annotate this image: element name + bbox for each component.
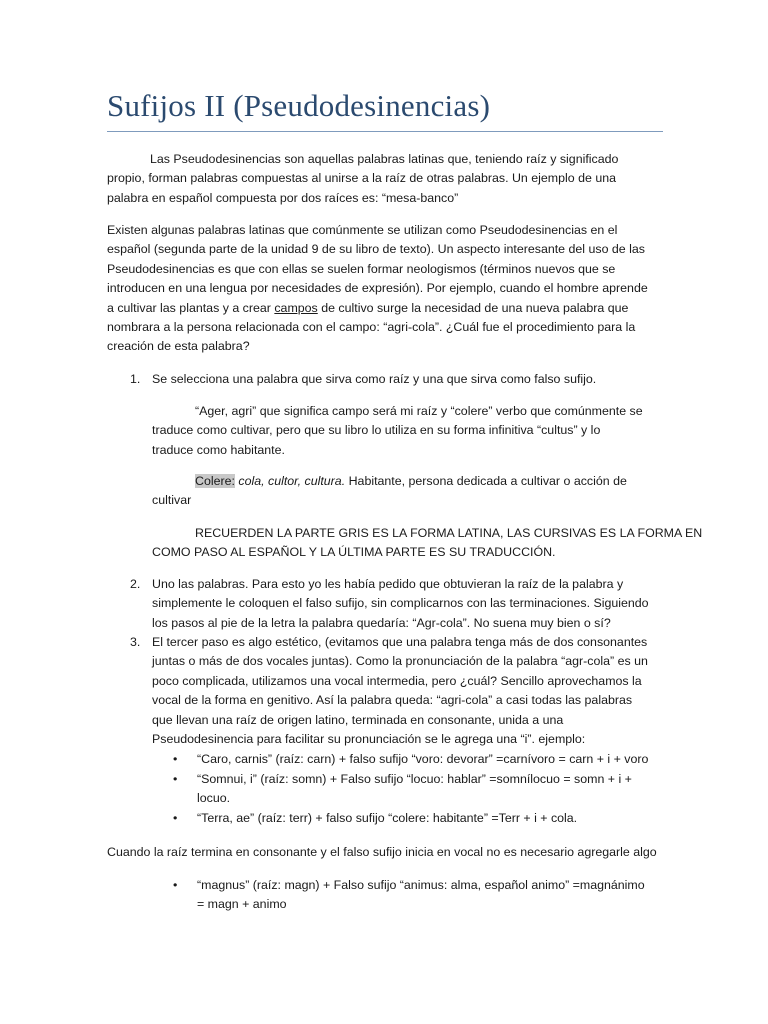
paragraph-line: Existen algunas palabras latinas que comúnmente se utilizan como Pseudodesinencias en el — [107, 223, 618, 237]
paragraph-line: creación de esta palabra? — [107, 339, 250, 354]
paragraph-line: nombrara a la persona relacionada con el campo: “agri-cola”. ¿Cuál fue el procedimiento para la — [107, 320, 636, 335]
step-line: El tercer paso es algo estético, (evitamos que una palabra tenga más de dos consonantes — [152, 635, 648, 649]
title-underline-rule — [107, 131, 663, 132]
uppercase-note — [152, 524, 703, 563]
neologism-paragraph — [107, 221, 663, 357]
example-line: “Caro, carnis” (raíz: carn) + falso sufijo “voro: devorar” =carnívoro = carn + i + voro — [197, 752, 649, 766]
note-line: COMO PASO AL ESPAÑOL Y LA ÚLTIMA PARTE ES SU TRADUCCIÓN. — [152, 545, 556, 560]
step-1-text — [152, 370, 662, 389]
text-fragment: de cultivo surge la necesidad de una nueva palabra que — [317, 300, 629, 315]
explanation-line: “Ager, agri” que significa campo será mi raíz y “colere” verbo que comúnmente se — [195, 404, 643, 418]
explanation-line: traduce como cultivar, pero que su libro lo utiliza en su forma infinitiva “cultus” y lo — [152, 423, 601, 438]
step-line: que llevan una raíz de origen latino, terminada en consonante, unida a una — [152, 712, 564, 727]
bullet-icon: • — [173, 752, 178, 766]
step-1-explanation — [152, 402, 662, 460]
example-item — [197, 750, 663, 769]
step-number: 1. — [130, 372, 141, 386]
intro-paragraph — [107, 150, 663, 208]
step-number: 3. — [130, 635, 141, 649]
example-item — [197, 876, 663, 915]
colere-definition — [152, 472, 662, 511]
note-line: Cuando la raíz termina en consonante y el falso sufijo inicia en vocal no es necesario agregarle algo — [107, 845, 657, 859]
step-line: Se selecciona una palabra que sirva como raíz y una que sirva como falso sufijo. — [152, 372, 597, 386]
definition-line — [152, 472, 662, 491]
paragraph-line: introducen en una lengua por necesidades de expresión). Por ejemplo, cuando el hombre aprende — [107, 281, 648, 296]
bullet-icon: • — [173, 772, 178, 786]
paragraph-line: Pseudodesinencias es que con ellas se suelen formar neologismos (términos nuevos que se — [107, 261, 616, 276]
step-line: vocal de la forma en genitivo. Así la palabra queda: “agri-cola” a casi todas las palabras — [152, 693, 633, 708]
step-line: simplemente le coloquen el falso sufijo, sin complicarnos con las terminaciones. Siguiendo — [152, 596, 649, 611]
page-title: Sufijos II (Pseudodesinencias) — [107, 88, 491, 123]
step-line: Pseudodesinencia para facilitar su pronunciación se le agrega una “i”. ejemplo: — [152, 732, 586, 747]
intro-line: palabra en español compuesta por dos raíces es: “mesa-banco” — [107, 190, 459, 205]
paragraph-line — [107, 299, 663, 318]
paragraph-line: español (segunda parte de la unidad 9 de su libro de texto). Un aspecto interesante del uso de las — [107, 242, 645, 257]
note-line: RECUERDEN LA PARTE GRIS ES LA FORMA LATINA, LAS CURSIVAS ES LA FORMA EN — [195, 526, 703, 540]
example-line: “magnus” (raíz: magn) + Falso sufijo “animus: alma, español animo” =magnánimo — [197, 878, 645, 892]
step-2-text — [152, 575, 662, 633]
underlined-word-campos: campos — [274, 300, 318, 315]
example-item — [197, 809, 663, 828]
step-number: 2. — [130, 577, 141, 591]
latin-form-highlight: Colere: — [195, 474, 235, 488]
explanation-line: traduce como habitante. — [152, 442, 285, 457]
step-3-text — [152, 633, 662, 749]
step-line: juntas o más de dos vocales juntas). Como la pronunciación de la palabra “agr-cola” es un — [152, 654, 648, 669]
step-line: poco complicada, utilizamos una vocal intermedia, pero ¿cuál? Sencillo aprovechamos la — [152, 673, 642, 688]
consonant-note — [107, 843, 663, 862]
definition-line: cultivar — [152, 493, 192, 508]
example-line: “Somnui, i” (raíz: somn) + Falso sufijo “locuo: hablar” =somnílocuo = somn + i + — [197, 772, 632, 786]
spanish-forms-italic: cola, cultor, cultura. — [234, 474, 346, 488]
intro-line: Las Pseudodesinencias son aquellas palabras latinas que, teniendo raíz y significado — [150, 152, 619, 166]
intro-line: propio, forman palabras compuestas al unirse a la raíz de otras palabras. Un ejemplo de una — [107, 171, 616, 186]
step-line: los pasos al pie de la letra la palabra quedaría: “Agr-cola”. No suena muy bien o sí? — [152, 615, 611, 630]
step-line: Uno las palabras. Para esto yo les había pedido que obtuvieran la raíz de la palabra y — [152, 577, 624, 591]
text-fragment: a cultivar las plantas y a crear — [107, 300, 275, 315]
translation-text: Habitante, persona dedicada a cultivar o acción de — [345, 474, 627, 488]
example-line: “Terra, ae” (raíz: terr) + falso sufijo “colere: habitante” =Terr + i + cola. — [197, 811, 578, 825]
example-line: = magn + animo — [197, 897, 287, 912]
example-item — [197, 770, 663, 809]
example-line: locuo. — [197, 791, 231, 806]
bullet-icon: • — [173, 811, 178, 825]
bullet-icon: • — [173, 878, 178, 892]
